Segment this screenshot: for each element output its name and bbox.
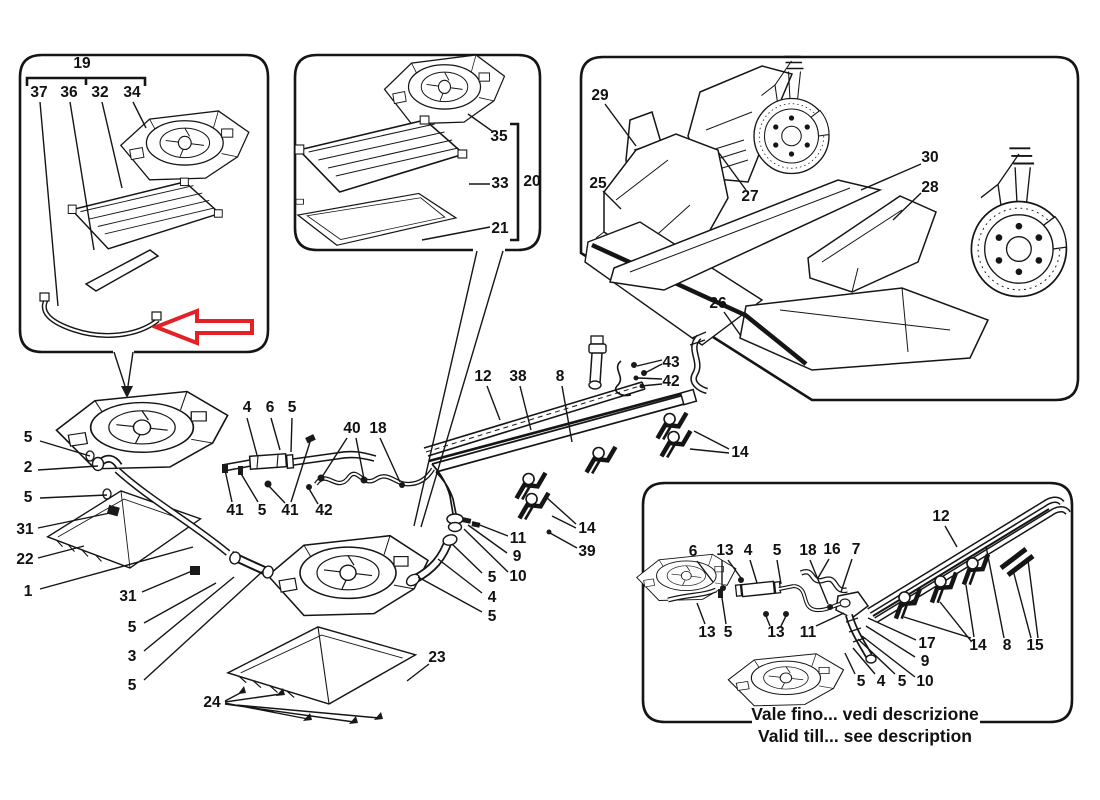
callout-13: 13: [698, 624, 716, 641]
callout-22: 22: [16, 551, 34, 568]
validity-note-italian: Vale fino... vedi descrizione: [751, 704, 979, 724]
callout-16: 16: [823, 541, 841, 558]
callout-31: 31: [16, 521, 34, 538]
callout-40: 40: [343, 420, 361, 437]
callout-9: 9: [512, 548, 522, 565]
callout-33: 33: [491, 175, 509, 192]
callout-21: 21: [491, 220, 509, 237]
callout-12: 12: [474, 368, 492, 385]
callout-30: 30: [921, 149, 939, 166]
callout-10: 10: [916, 673, 934, 690]
callout-15: 15: [1026, 637, 1044, 654]
duct-22: [48, 491, 201, 568]
callout-4: 4: [743, 542, 753, 559]
callout-13: 13: [767, 624, 785, 641]
callout-24: 24: [203, 694, 221, 711]
callout-5: 5: [257, 502, 267, 519]
validity-note-english: Valid till... see description: [758, 726, 972, 746]
callout-38: 38: [509, 368, 527, 385]
callout-5: 5: [772, 542, 782, 559]
callout-32: 32: [91, 84, 109, 101]
bracket-strip-36: [86, 250, 158, 291]
callout-14: 14: [731, 444, 749, 461]
main-assembly-area: [48, 332, 708, 724]
callout-7: 7: [851, 541, 861, 558]
callout-25: 25: [589, 175, 607, 192]
red-arrow-icon: [156, 311, 252, 343]
callout-4: 4: [487, 589, 497, 606]
callout-27: 27: [741, 188, 759, 205]
callout-29: 29: [591, 87, 609, 104]
callout-14: 14: [969, 637, 987, 654]
callout-39: 39: [578, 543, 596, 560]
callout-34: 34: [123, 84, 141, 101]
callout-12: 12: [932, 508, 950, 525]
callout-5: 5: [127, 677, 137, 694]
callout-3: 3: [127, 648, 137, 665]
callout-42: 42: [662, 373, 680, 390]
callout-41: 41: [226, 502, 244, 519]
callout-6: 6: [688, 543, 698, 560]
callout-6: 6: [265, 399, 275, 416]
callout-5: 5: [23, 429, 33, 446]
duct-23: [228, 627, 416, 704]
callout-5: 5: [723, 624, 733, 641]
callout-23: 23: [428, 649, 446, 666]
callout-11: 11: [799, 624, 817, 641]
callout-43: 43: [662, 354, 680, 371]
inset-box-bottom-right: [637, 483, 1072, 722]
callout-4: 4: [876, 673, 886, 690]
callout-13: 13: [716, 542, 734, 559]
callout-2: 2: [23, 459, 33, 476]
callout-10: 10: [509, 568, 527, 585]
callout-9: 9: [920, 653, 930, 670]
callout-36: 36: [60, 84, 78, 101]
callout-8: 8: [555, 368, 565, 385]
callout-20: 20: [523, 173, 541, 190]
callout-11: 11: [509, 530, 527, 547]
callout-37: 37: [30, 84, 48, 101]
callout-17: 17: [918, 635, 936, 652]
callout-5: 5: [287, 399, 297, 416]
undertray-26: [740, 288, 988, 370]
callout-5: 5: [487, 569, 497, 586]
callout-19: 19: [73, 55, 91, 72]
callout-5: 5: [897, 673, 907, 690]
callout-18: 18: [369, 420, 387, 437]
inset-box-top-middle: [295, 55, 540, 250]
callout-41: 41: [281, 502, 299, 519]
callout-35: 35: [490, 128, 508, 145]
callout-18: 18: [799, 542, 817, 559]
callout-5: 5: [127, 619, 137, 636]
callout-42: 42: [315, 502, 333, 519]
callout-5: 5: [487, 608, 497, 625]
validity-note: [645, 703, 1085, 747]
callout-31: 31: [119, 588, 137, 605]
callout-5: 5: [23, 489, 33, 506]
callout-8: 8: [1002, 637, 1012, 654]
brake-corner-right: [971, 148, 1066, 296]
callout-4: 4: [242, 399, 252, 416]
callout-26: 26: [709, 295, 727, 312]
callout-14: 14: [578, 520, 596, 537]
callout-28: 28: [921, 179, 939, 196]
callout-5: 5: [856, 673, 866, 690]
inset-box-top-right: [581, 57, 1078, 401]
callout-1: 1: [23, 583, 33, 600]
